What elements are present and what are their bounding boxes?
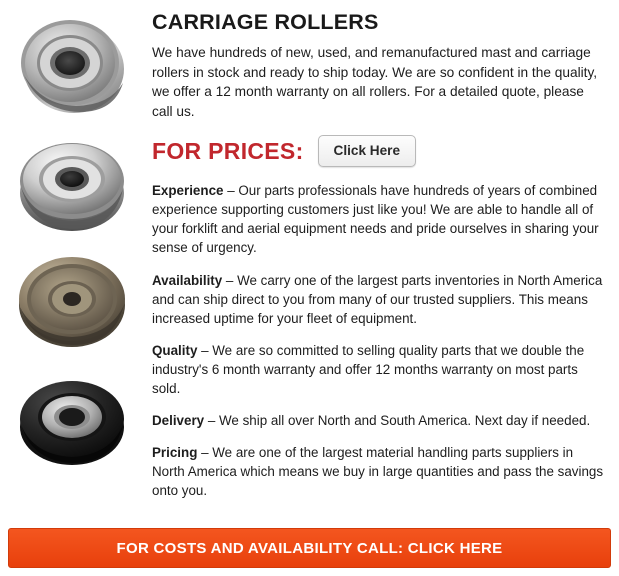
- black-rubber-roller-photo: [10, 367, 138, 471]
- footer-cta-banner[interactable]: [8, 528, 611, 568]
- footer-cta-label: FOR COSTS AND AVAILABILITY CALL: CLICK HERE: [116, 539, 503, 557]
- gallery-item-1: [0, 124, 148, 242]
- gallery-item-3: [0, 360, 148, 478]
- feature-availability-text: – We carry one of the largest parts inventories in North America and can ship direct to you from many of our trusted suppliers. This means increased uptime for your fleet of equipment.: [152, 272, 603, 326]
- article-content: [148, 0, 619, 513]
- feature-experience-text: – Our parts professionals have hundreds of years of combined experience supporting customers just like you! We are able to handle all of your forklift and aerial equipment needs and pride ourselves in sharing your sense of urgency.: [152, 183, 599, 256]
- grooved-v-roller-photo: [10, 13, 138, 117]
- feature-quality: [152, 341, 605, 398]
- feature-pricing: [152, 443, 605, 500]
- click-here-button[interactable]: Click Here: [318, 135, 417, 167]
- page-title: CARRIAGE ROLLERS: [152, 10, 379, 34]
- feature-availability-heading: Availability: [152, 272, 223, 288]
- prices-call-to-action: [152, 135, 605, 167]
- feature-experience-heading: Experience: [152, 183, 224, 199]
- gallery-item-0: [0, 6, 148, 124]
- feature-delivery: [152, 411, 605, 430]
- feature-quality-text: – We are so committed to selling quality parts that we double the industry's 6 month warranty and offer 12 months warranty on most parts sold.: [152, 342, 585, 396]
- intro-paragraph: We have hundreds of new, used, and remanufactured mast and carriage rollers in stock and ready to ship today. We are so confident in the quality, we offer a 12 month warranty on all rollers. For a detailed quote, please call us.: [152, 45, 598, 119]
- feature-delivery-text: – We ship all over North and South America. Next day if needed.: [204, 412, 591, 428]
- feature-availability: [152, 271, 605, 328]
- gallery-item-2: [0, 242, 148, 360]
- bronze-sheave-roller-photo: [10, 249, 138, 353]
- feature-quality-heading: Quality: [152, 342, 198, 358]
- for-prices-label: FOR PRICES:: [152, 137, 304, 164]
- feature-pricing-heading: Pricing: [152, 444, 198, 460]
- product-image-gallery: [0, 0, 148, 513]
- feature-delivery-heading: Delivery: [152, 412, 205, 428]
- flanged-bearing-roller-photo: [10, 131, 138, 235]
- feature-experience: [152, 181, 605, 257]
- feature-pricing-text: – We are one of the largest material handling parts suppliers in North America which means we buy in large quantities and pass the savings onto you.: [152, 444, 604, 498]
